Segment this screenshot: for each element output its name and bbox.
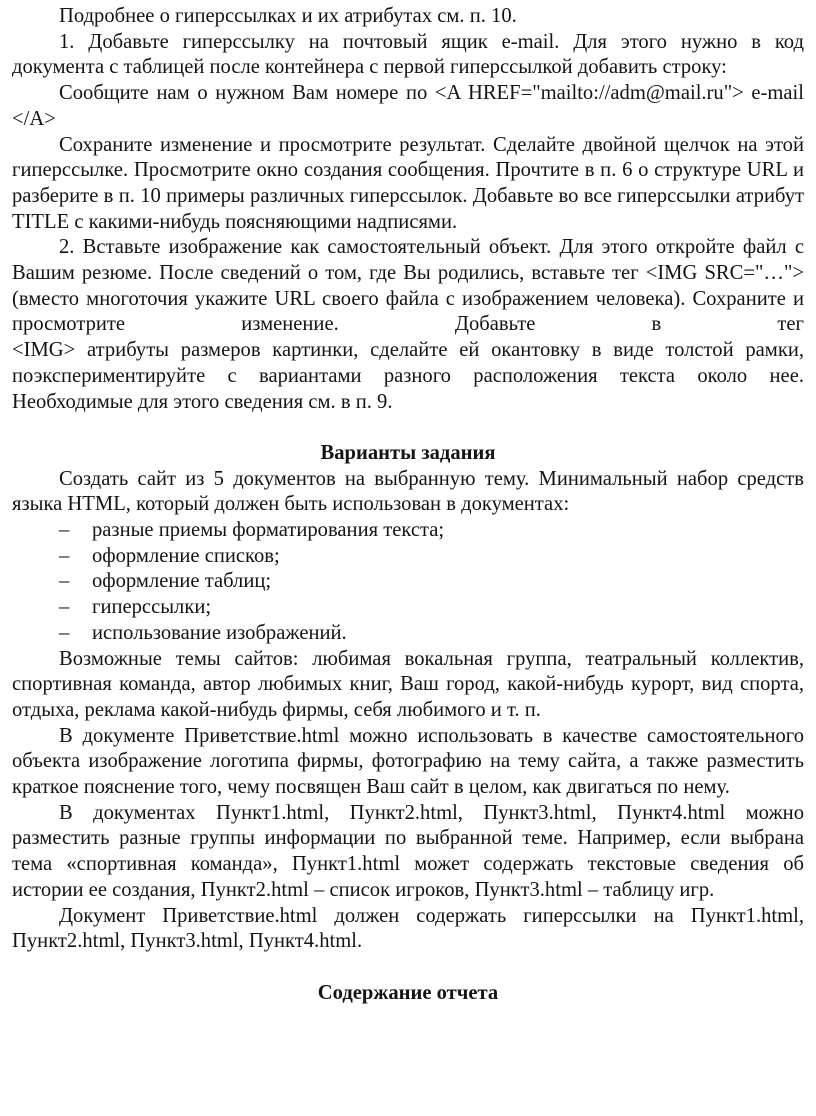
- requirements-list: [12, 518, 804, 647]
- heading-report-contents: Содержание отчета: [317, 981, 499, 1004]
- blank-line: [12, 415, 804, 441]
- paragraph-step-2: 2. Вставьте изображение как самостоятельный объект. Для этого откройте файл с Вашим резюме. После сведений о том, где Вы родились, вставьте тег <IMG SRC="…"> (вместо многоточия укажите URL своего файла с изображением человека). Сохраните и просмотрите изменение. Добавьте в тег: [12, 236, 804, 336]
- list-item: – гиперссылки;: [12, 595, 804, 621]
- paragraph-welcome-links: Документ Приветствие.html должен содержать гиперссылки на Пункт1.html, Пункт2.html, Пункт3.html, Пункт4.html.: [12, 904, 804, 953]
- list-item: – разные приемы форматирования текста;: [12, 518, 804, 544]
- list-item: – оформление таблиц;: [12, 569, 804, 595]
- paragraph-step-1: 1. Добавьте гиперссылку на почтовый ящик e-mail. Для этого нужно в код документа с таблицей после контейнера с первой гиперссылкой добавить строку:: [12, 30, 804, 79]
- list-item: – оформление списков;: [12, 544, 804, 570]
- paragraph-save-and-view: Сохраните изменение и просмотрите результат. Сделайте двойной щелчок на этой гиперссылке. Просмотрите окно создания сообщения. Прочтите в п. 6 о структуре URL и разберите в п. 10 примеры различных гиперссылок. Добавьте во все гиперссылки атрибут TITLE с какими-нибудь поясняющими надписями.: [12, 133, 804, 233]
- paragraph-welcome-document: В документе Приветствие.html можно использовать в качестве самостоятельного объекта изображение логотипа фирмы, фотографию на тему сайта, а также разместить краткое пояснение того, чему посвящен Ваш сайт в целом, как двигаться по нему.: [12, 724, 804, 799]
- paragraph-mailto-code: Сообщите нам о нужном Вам номере по <A HREF="mailto://adm@mail.ru"> e-mail </A>: [12, 82, 804, 130]
- paragraph-hyperlink-reference: Подробнее о гиперссылках и их атрибутах см. п. 10.: [59, 5, 517, 27]
- dash-bullet: –: [59, 519, 70, 542]
- dash-bullet: –: [59, 570, 70, 593]
- heading-task-variants: Варианты задания: [320, 441, 496, 464]
- blank-line: [12, 955, 804, 981]
- dash-bullet: –: [59, 596, 70, 619]
- paragraph-item-documents: В документах Пункт1.html, Пункт2.html, Пункт3.html, Пункт4.html можно разместить разные группы информации по выбранной теме. Например, если выбрана тема «спортивная команда», Пункт1.html может содержать текстовые сведения об истории ее создания, Пункт2.html – список игроков, Пункт3.html – таблицу игр.: [12, 801, 804, 901]
- dash-bullet: –: [59, 544, 70, 567]
- paragraph-create-site: Создать сайт из 5 документов на выбранную тему. Минимальный набор средств языка HTML, который должен быть использован в документах:: [12, 467, 804, 516]
- dash-bullet: –: [59, 621, 70, 644]
- paragraph-site-themes: Возможные темы сайтов: любимая вокальная группа, театральный коллектив, спортивная команда, автор любимых книг, Ваш город, какой-нибудь курорт, вид спорта, отдыха, реклама какой-нибудь фирмы, себя любимого и т. п.: [12, 647, 804, 721]
- list-item: – использование изображений.: [12, 621, 804, 647]
- paragraph-img-attributes: <IMG> атрибуты размеров картинки, сделайте ей окантовку в виде толстой рамки, поэкспериментируйте с вариантами разного расположения текста около нее. Необходимые для этого сведения см. в п. 9.: [12, 339, 804, 413]
